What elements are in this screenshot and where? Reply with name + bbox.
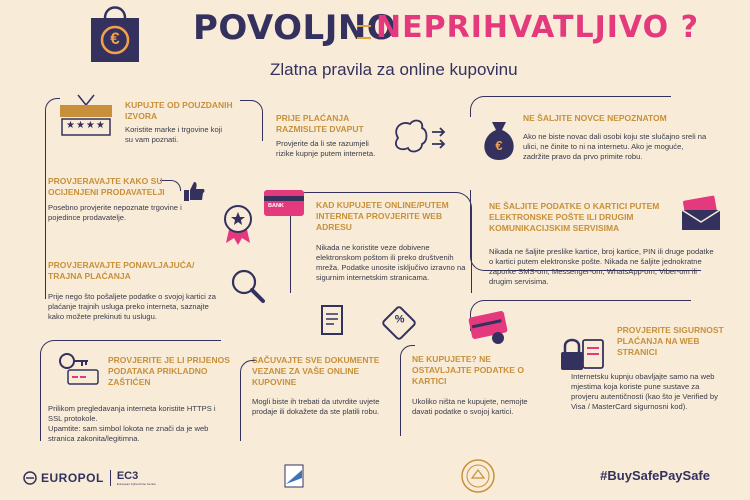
- card-screen-icon: [466, 312, 510, 351]
- title-positive: POVOLJNO: [193, 8, 397, 48]
- europol-emblem-icon: [22, 471, 38, 485]
- europol-logo: [22, 470, 159, 486]
- magnifier-icon: [230, 268, 266, 309]
- rule-card-data-email-heading: NE ŠALJITE PODATKE O KARTICI PUTEM ELEKTRONSKE POŠTE ILI DRUGIM KOMUNIKACIJSKIM SERVISIMA: [489, 201, 660, 233]
- rule-trusted-sources-heading: KUPUJTE OD POUZDANIH IZVORA: [125, 100, 233, 121]
- rule-web-address-text: Nikada ne koristite veze dobivene elektronskom poštom ili preko društvenih mreža. Podatke unosite isključivo izravno na sigurnim internetskim stranicama.: [316, 243, 466, 282]
- rule-recurring-text: Prije nego što pošaljete podatke o svojoj kartici za plaćanje trajnih usluga preko interneta, saznajte kako možete prekinuti tu uslugu.: [48, 292, 217, 321]
- rule-data-protection-text: Prilikom pregledavanja interneta koristite HTTPS i SSL protokole.: [48, 404, 216, 423]
- ec3-subtitle: European Cybercrime Centre: [116, 481, 156, 486]
- award-ribbon-icon: [222, 203, 254, 250]
- footer-divider: [110, 470, 111, 486]
- title-equals-sign: [357, 25, 371, 39]
- rule-payment-security-text: Internetsku kupnju obavljajte samo na web mjestima koja koriste pune sustave za provjeru autentičnosti (kao što je Verified by Visa / MasterCard sigurnosni kod).: [571, 372, 718, 411]
- rule-payment-security-heading: PROVJERITE SIGURNOST PLAĆANJA NA WEB STRANICI: [617, 325, 724, 357]
- shopping-bag-icon: [85, 0, 145, 64]
- campaign-hashtag: #BuySafePaySafe: [600, 468, 710, 483]
- rule-seller-ratings-heading: PROVJERAVAJTE KAKO SU OCIJENJENI PRODAVATELJI: [48, 176, 165, 197]
- rule-not-buying-text: Ukoliko ništa ne kupujete, nemojte davati podatke o svojoj kartici.: [412, 397, 528, 416]
- coin-euro-symbol: €: [495, 138, 503, 153]
- rule-keep-documents-text: Mogli biste ih trebati da utvrdite uvjete prodaje ili dokažete da ste platili robu.: [252, 397, 380, 416]
- europol-wordmark: EUROPOL: [41, 471, 104, 485]
- key-lock-icon: [58, 352, 102, 391]
- document-icon: [320, 304, 346, 341]
- rule-keep-documents-heading: SAČUVAJTE SVE DOKUMENTE VEZANE ZA VAŠE ONLINE KUPOVINE: [252, 355, 380, 387]
- money-bag-icon: [478, 118, 520, 162]
- rule-web-address-heading: KAD KUPUJETE ONLINE/PUTEM INTERNETA PROVJERITE WEB ADRESU: [316, 200, 449, 232]
- brain-icon: [392, 118, 446, 163]
- partner-logo-icon: [284, 464, 304, 495]
- rule-data-protection-heading: PROVJERITE JE LI PRIJENOS PODATAKA PRIKLADNO ZAŠTIĆEN: [108, 355, 230, 387]
- bank-card-label: BANK: [268, 203, 284, 209]
- percent-symbol: %: [394, 313, 405, 326]
- page-subtitle: Zlatna pravila za online kupovinu: [270, 60, 518, 79]
- percent-tag-icon: [381, 305, 418, 342]
- card-envelope-icon: [680, 196, 722, 237]
- rule-card-data-email-text: Nikada ne šaljite preslike kartice, broj kartice, PIN ili druge podatke o kartici putem elektronske pošte. Nikada ne šaljite jednokratne zaporke SMS-om, Messenger-om, WhatsApp-om, Viber-om ili drugim servisima.: [489, 247, 714, 286]
- rule-not-buying-heading: NE KUPUJETE? NE OSTAVLJAJTE PODATKE O KARTICI: [412, 354, 524, 386]
- rule-think-twice-text: Provjerite da li ste razumjeli rizike kupnje putem interneta.: [276, 139, 376, 158]
- title-negative: NEPRIHVATLJIVO ?: [376, 10, 699, 45]
- seal-emblem-icon: [460, 458, 496, 499]
- rule-think-twice-heading: PRIJE PLAĆANJA RAZMISLITE DVAPUT: [276, 113, 364, 134]
- ec3-wordmark: EC3: [116, 469, 139, 482]
- bank-card-icon: [262, 188, 306, 223]
- star-rating: ★★★★: [66, 120, 106, 131]
- rule-recurring-heading: PROVJERAVAJTE PONAVLJAJUĆA/ TRAJNA PLAĆANJA: [48, 260, 195, 281]
- rule-data-protection-text-2: Upamtite: sam simbol lokota ne znači da je web stranica zakonita/legitimna.: [48, 424, 209, 443]
- rule-trusted-sources-text: Koristite marke i trgovine koji su vam poznati.: [125, 125, 223, 144]
- rule-no-money-heading: NE ŠALJITE NOVCE NEPOZNATOM: [523, 113, 667, 123]
- rule-no-money-text: Ako ne biste novac dali osobi koju ste slučajno sreli na ulici, ne činite to ni na internetu. Ako je moguće, zadržite pravo da prvo primite robu.: [523, 132, 707, 161]
- euro-symbol: €: [110, 29, 120, 48]
- rule-seller-ratings-text: Posebno provjerite nepoznate trgovine i pojedince prodavatelje.: [48, 203, 182, 222]
- shop-sign-icon: [58, 95, 114, 139]
